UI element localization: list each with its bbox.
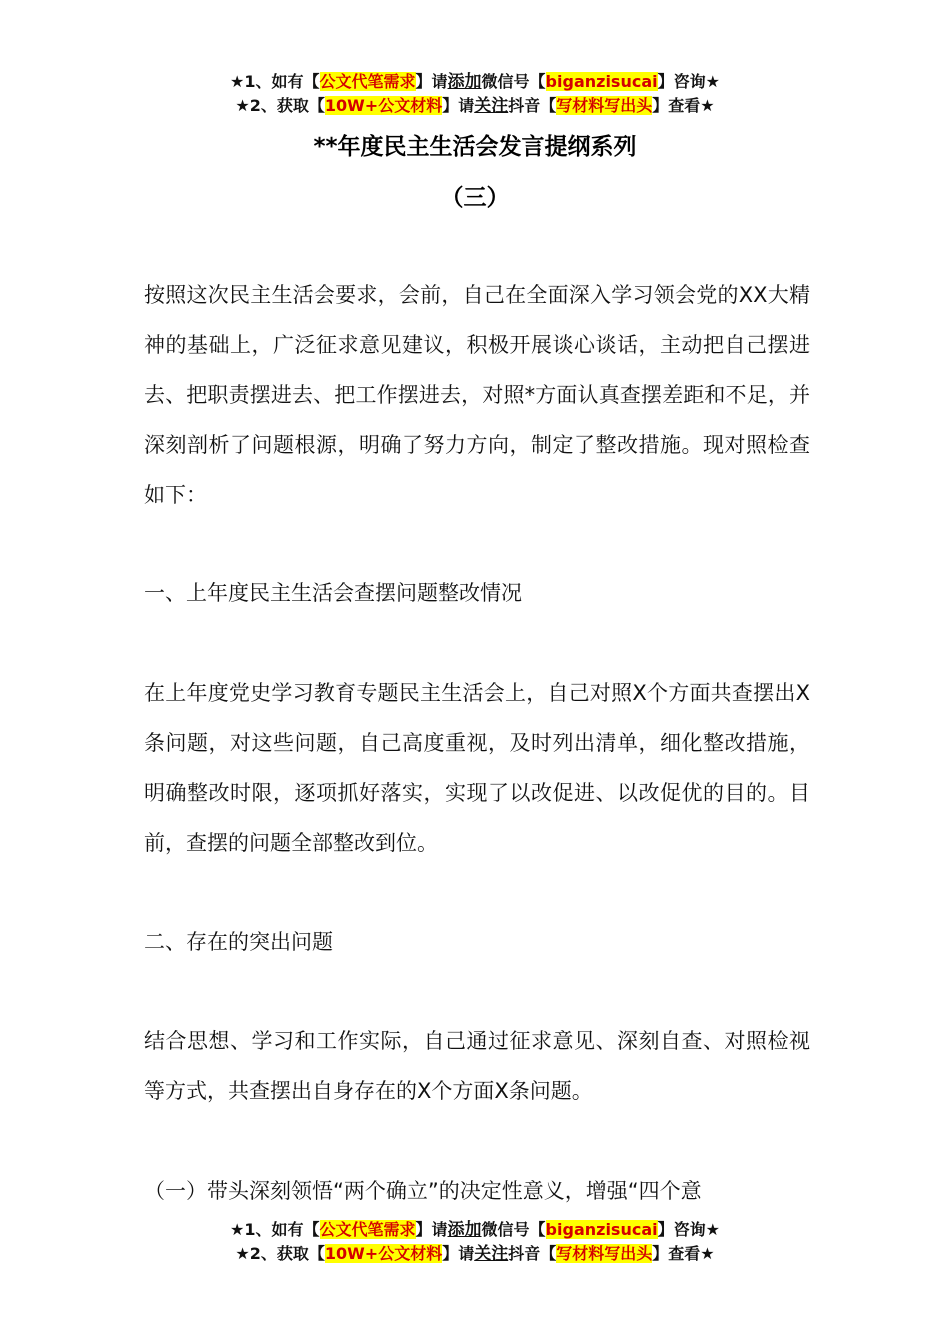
promo-underlined-follow: 关注	[474, 1244, 509, 1264]
promo-text: 】查看★	[652, 1244, 715, 1263]
promo-text: 抖音【	[508, 1244, 557, 1263]
promo-text: 抖音【	[508, 96, 557, 115]
promo-text: 微信号【	[481, 72, 546, 91]
promo-highlight-service: 公文代笔需求	[319, 1220, 416, 1239]
promo-text: 】请	[442, 96, 475, 115]
promo-underlined-follow: 关注	[474, 96, 509, 116]
promo-highlight-wechat-id: biganzisucai	[545, 1220, 658, 1239]
section-2-paragraph: 结合思想、学习和工作实际，自己通过征求意见、深刻自查、对照检视等方式，共查摆出自身存在的X个方面X条问题。	[144, 1029, 810, 1103]
promo-underlined-add: 添加	[447, 72, 482, 92]
bottom-promo-banner	[0, 1218, 950, 1266]
promo-text: ★1、如有【	[230, 72, 320, 91]
section-2-heading: 二、存在的突出问题	[144, 930, 333, 954]
top-promo-banner	[0, 70, 950, 118]
promo-text: 微信号【	[481, 1220, 546, 1239]
promo-text: 】请	[415, 72, 448, 91]
promo-line-2	[0, 94, 950, 118]
promo-highlight-account: 写材料写出头	[556, 1244, 653, 1263]
promo-text: 】请	[415, 1220, 448, 1239]
document-title: **年度民主生活会发言提纲系列	[313, 134, 637, 160]
promo-text: 】咨询★	[657, 1220, 720, 1239]
promo-highlight-materials: 10W+公文材料	[324, 1244, 443, 1263]
promo-text: ★2、获取【	[235, 1244, 325, 1263]
promo-highlight-wechat-id: biganzisucai	[545, 72, 658, 91]
promo-line-1	[0, 1218, 950, 1242]
promo-line-2	[0, 1242, 950, 1266]
section-1-paragraph: 在上年度党史学习教育专题民主生活会上，自己对照X个方面共查摆出X条问题，对这些问题，自己高度重视，及时列出清单，细化整改措施，明确整改时限，逐项抓好落实，实现了以改促进、以改促优的目的。目前，查摆的问题全部整改到位。	[144, 681, 810, 855]
intro-paragraph: 按照这次民主生活会要求，会前，自己在全面深入学习领会党的XX大精神的基础上，广泛征求意见建议，积极开展谈心谈话，主动把自己摆进去、把职责摆进去、把工作摆进去，对照*方面认真查摆差距和不足，并深刻剖析了问题根源，明确了努力方向，制定了整改措施。现对照检查如下：	[144, 283, 810, 507]
promo-text: 】查看★	[652, 96, 715, 115]
promo-text: 】咨询★	[657, 72, 720, 91]
promo-text: ★1、如有【	[230, 1220, 320, 1239]
promo-highlight-account: 写材料写出头	[556, 96, 653, 115]
document-subtitle: （三）	[440, 185, 510, 211]
subsection-1-heading: （一）带头深刻领悟“两个确立”的决定性意义，增强“四个意	[144, 1179, 702, 1203]
promo-highlight-materials: 10W+公文材料	[324, 96, 443, 115]
promo-line-1	[0, 70, 950, 94]
section-1-heading: 一、上年度民主生活会查摆问题整改情况	[144, 581, 522, 605]
promo-text: ★2、获取【	[235, 96, 325, 115]
promo-highlight-service: 公文代笔需求	[319, 72, 416, 91]
promo-text: 】请	[442, 1244, 475, 1263]
promo-underlined-add: 添加	[447, 1220, 482, 1240]
